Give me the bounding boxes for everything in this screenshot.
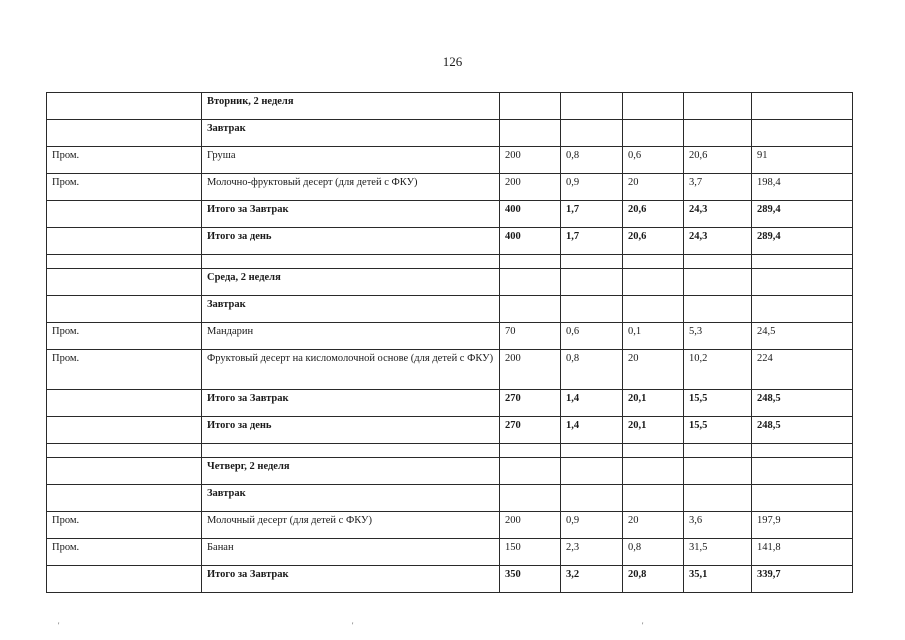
cell-name: Банан (202, 539, 500, 566)
cell-code (47, 417, 202, 444)
cell-weight (500, 120, 561, 147)
cell-code (47, 269, 202, 296)
cell-v1: 2,3 (561, 539, 623, 566)
cell-v2 (623, 458, 684, 485)
meal-header-row (47, 485, 853, 512)
cell-v3 (684, 269, 752, 296)
cell-name: Молочный десерт (для детей с ФКУ) (202, 512, 500, 539)
cell-v4 (752, 458, 853, 485)
cell-v1: 1,4 (561, 417, 623, 444)
cell-weight: 350 (500, 566, 561, 593)
cell-weight: 400 (500, 201, 561, 228)
meal-header-row (47, 120, 853, 147)
cell-v4: 91 (752, 147, 853, 174)
cell-code (47, 93, 202, 120)
cell-v3 (684, 93, 752, 120)
cell-v3: 31,5 (684, 539, 752, 566)
cell-v2: 0,8 (623, 539, 684, 566)
cell-v3: 24,3 (684, 201, 752, 228)
cell-code: Пром. (47, 539, 202, 566)
cell-weight (500, 269, 561, 296)
spacer-row (47, 255, 853, 269)
cell-v3: 15,5 (684, 390, 752, 417)
cell-name (202, 444, 500, 458)
cell-code (47, 120, 202, 147)
item-row (47, 539, 853, 566)
cell-v2: 20 (623, 174, 684, 201)
cell-v1: 1,4 (561, 390, 623, 417)
cell-v4: 198,4 (752, 174, 853, 201)
item-row (47, 323, 853, 350)
meal-header-row (47, 296, 853, 323)
cell-v1: 1,7 (561, 228, 623, 255)
cell-name (202, 255, 500, 269)
cell-v1 (561, 458, 623, 485)
cell-weight (500, 444, 561, 458)
cell-code: Пром. (47, 350, 202, 390)
cell-code (47, 485, 202, 512)
cell-v3 (684, 296, 752, 323)
cell-weight: 70 (500, 323, 561, 350)
cell-v1: 0,9 (561, 174, 623, 201)
cell-name: Молочно-фруктовый десерт (для детей с ФКУ) (202, 174, 500, 201)
day-header-row (47, 93, 853, 120)
cell-name: Вторник, 2 неделя (202, 93, 500, 120)
cell-v2: 0,6 (623, 147, 684, 174)
cell-weight: 200 (500, 174, 561, 201)
cell-v4 (752, 296, 853, 323)
cell-v1 (561, 485, 623, 512)
cell-v3 (684, 458, 752, 485)
cell-v1: 0,8 (561, 350, 623, 390)
cell-v3: 35,1 (684, 566, 752, 593)
cell-v4 (752, 444, 853, 458)
cell-weight: 270 (500, 417, 561, 444)
cell-v2: 20,6 (623, 228, 684, 255)
cell-v2 (623, 120, 684, 147)
cell-v4 (752, 93, 853, 120)
cell-name: Груша (202, 147, 500, 174)
cell-code (47, 566, 202, 593)
cell-code: Пром. (47, 174, 202, 201)
cell-v1 (561, 269, 623, 296)
cell-v3: 3,6 (684, 512, 752, 539)
cell-weight (500, 296, 561, 323)
cell-v2 (623, 485, 684, 512)
cell-code (47, 228, 202, 255)
cell-v3 (684, 444, 752, 458)
cell-v1 (561, 255, 623, 269)
cell-v4 (752, 120, 853, 147)
day-header-row (47, 269, 853, 296)
cell-weight: 150 (500, 539, 561, 566)
cell-v1: 1,7 (561, 201, 623, 228)
cell-v4: 224 (752, 350, 853, 390)
cell-weight: 400 (500, 228, 561, 255)
cell-v2: 20,6 (623, 201, 684, 228)
cell-name: Итого за Завтрак (202, 390, 500, 417)
cell-v1: 0,8 (561, 147, 623, 174)
cell-v4: 24,5 (752, 323, 853, 350)
cell-code: Пром. (47, 147, 202, 174)
cell-code (47, 458, 202, 485)
cell-weight (500, 485, 561, 512)
spacer-row (47, 444, 853, 458)
cell-v2 (623, 93, 684, 120)
cell-v2 (623, 444, 684, 458)
cell-v3: 24,3 (684, 228, 752, 255)
cell-weight (500, 255, 561, 269)
cell-name: Завтрак (202, 296, 500, 323)
cell-v2: 20,8 (623, 566, 684, 593)
cell-v4: 289,4 (752, 228, 853, 255)
cell-code (47, 390, 202, 417)
cell-weight (500, 458, 561, 485)
cell-v1: 3,2 (561, 566, 623, 593)
cell-v2: 20 (623, 350, 684, 390)
cell-code (47, 255, 202, 269)
cell-name: Итого за день (202, 417, 500, 444)
cell-v2: 20,1 (623, 390, 684, 417)
cell-v3: 3,7 (684, 174, 752, 201)
cell-v3: 5,3 (684, 323, 752, 350)
page-number: 126 (442, 54, 463, 69)
cell-name: Среда, 2 неделя (202, 269, 500, 296)
cell-v4 (752, 255, 853, 269)
total-row (47, 566, 853, 593)
cell-v1 (561, 296, 623, 323)
cell-code: Пром. (47, 512, 202, 539)
total-row (47, 228, 853, 255)
cell-weight (500, 93, 561, 120)
total-row (47, 417, 853, 444)
cell-v1: 0,9 (561, 512, 623, 539)
cell-v2: 0,1 (623, 323, 684, 350)
item-row (47, 350, 853, 390)
cell-v3 (684, 485, 752, 512)
item-row (47, 147, 853, 174)
cell-v2: 20 (623, 512, 684, 539)
cell-v2: 20,1 (623, 417, 684, 444)
cell-name: Итого за Завтрак (202, 566, 500, 593)
cell-v3 (684, 255, 752, 269)
cell-v4: 248,5 (752, 417, 853, 444)
cell-name: Завтрак (202, 485, 500, 512)
total-row (47, 390, 853, 417)
cell-weight: 200 (500, 147, 561, 174)
cell-v4: 289,4 (752, 201, 853, 228)
cell-v2 (623, 296, 684, 323)
cell-name: Итого за Завтрак (202, 201, 500, 228)
cell-v3: 10,2 (684, 350, 752, 390)
cell-weight: 200 (500, 350, 561, 390)
cell-v3 (684, 120, 752, 147)
cell-v4: 197,9 (752, 512, 853, 539)
cell-code (47, 444, 202, 458)
cell-name: Фруктовый десерт на кисломолочной основе (для детей с ФКУ) (202, 350, 500, 390)
cell-v4: 339,7 (752, 566, 853, 593)
menu-table (46, 92, 853, 593)
cell-v1 (561, 93, 623, 120)
cell-code: Пром. (47, 323, 202, 350)
cell-v4 (752, 485, 853, 512)
cell-v4 (752, 269, 853, 296)
cell-v1 (561, 444, 623, 458)
cell-v3: 15,5 (684, 417, 752, 444)
cell-name: Завтрак (202, 120, 500, 147)
cell-v2 (623, 255, 684, 269)
cell-code (47, 296, 202, 323)
item-row (47, 174, 853, 201)
total-row (47, 201, 853, 228)
day-header-row (47, 458, 853, 485)
cell-weight: 200 (500, 512, 561, 539)
cell-v2 (623, 269, 684, 296)
cell-name: Итого за день (202, 228, 500, 255)
item-row (47, 512, 853, 539)
cell-v4: 141,8 (752, 539, 853, 566)
cell-v4: 248,5 (752, 390, 853, 417)
cell-weight: 270 (500, 390, 561, 417)
cell-v1 (561, 120, 623, 147)
cell-v1: 0,6 (561, 323, 623, 350)
cell-v3: 20,6 (684, 147, 752, 174)
cell-name: Четверг, 2 неделя (202, 458, 500, 485)
cell-code (47, 201, 202, 228)
cell-name: Мандарин (202, 323, 500, 350)
